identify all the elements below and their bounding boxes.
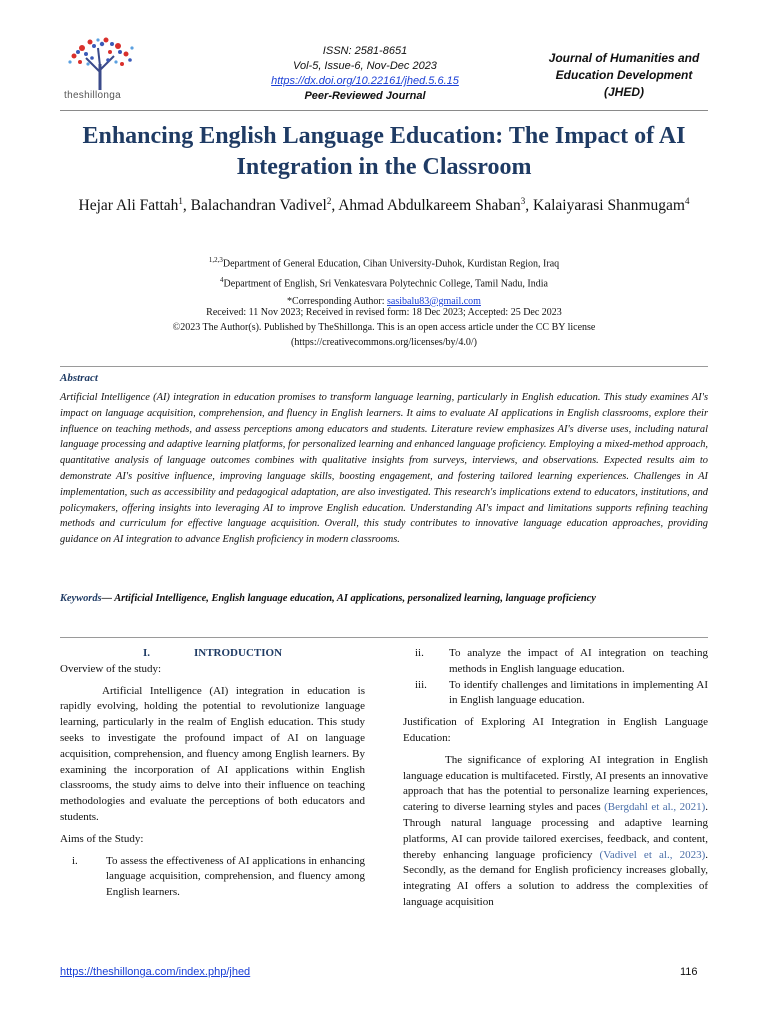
affil-text: Department of General Education, Cihan University-Duhok, Kurdistan Region, Iraq [222,258,560,270]
keywords [60,591,708,607]
journal-name-line: Journal of Humanities and [548,51,700,65]
author-affil-marker: 4 [684,196,690,206]
section-number: I. [142,647,150,659]
title-line: Enhancing English Language Education: The Impact of AI [82,123,686,149]
section-title: INTRODUCTION [194,647,283,659]
overview-paragraph: Artificial Intelligence (AI) integration in education is rapidly evolving, holding the potential to revolutionize language learning, particularly in the realm of English education. This study seeks to investigate the profound impact of AI on language acquisition, comprehension, and fluency among English learners. By examining the incorporation of AI applications within English classrooms, the study aims to delve into their influence on teaching methodologies and evaluate the perceptions of both educators and students. [60,684,365,823]
list-item [403,678,708,710]
journal-name-line: Education Development [555,68,693,82]
keywords-list: Artificial Intelligence, English language education, AI applications, personalized learning, language proficiency [114,593,596,604]
affiliation-2 [54,272,714,292]
abstract-bottom-rule [60,637,708,638]
body-column-left [60,646,365,901]
header-divider [60,110,708,111]
citation-link[interactable]: (Bergdahl et al., 2021) [604,801,706,814]
peer-reviewed-label: Peer-Reviewed Journal [304,90,426,102]
journal-abbrev: (JHED) [603,85,644,99]
article-history [54,305,714,350]
page-number: 116 [680,966,698,978]
paragraph-text: . Secondly, as the demand for English proficiency increases globally, integrating AI offers a solution to address the complexities of language acquisition [403,848,708,908]
citation-link[interactable]: (Vadivel et al., 2023) [599,848,706,861]
journal-name [528,50,720,101]
copyright-notice: ©2023 The Author(s). Published by TheShillonga. This is an open access article under the CC BY license [172,322,596,333]
tree-logo-icon [62,36,142,92]
author-name: Ahmad Abdulkareem Shaban [338,197,521,215]
abstract-top-rule [60,366,708,367]
author-name: Kalaiyarasi Shanmugam [533,197,685,215]
footer-url-link[interactable]: https://theshillonga.com/index.php/jhed [60,966,251,978]
abstract-text: Artificial Intelligence (AI) integration in education promises to transform language learning, particularly in English education. This study examines AI's impact on language acquisition, comprehension, and fluency in English learners. It aims to evaluate AI applications in English classrooms, explore their influence on teaching methods, and assess perceptions among educators and students. Literature review emphasizes AI's diverse uses, including natural language processing and adaptive learning platforms, for personalized learning and enhanced language proficiency. Employing a mixed-method approach, quantitative analysis of language outcomes combines with qualitative insights from surveys, interviews, and observations. Expected results aim to demonstrate AI's positive influence, improving language skills, boosting engagement, and fostering tailored learning experiences. Challenges in AI implementation, such as accessibility and pedagogical adaptation, are also investigated. This research's implications extend to educators, institutions, and policymakers, offering insights into leveraging AI to improve English education. Understanding AI's impact and limitations supports refining teaching methods and curriculum for effective language acquisition. Overall, this study contributes to innovative language education approaches, providing guidance on AI integration to advance English proficiency in modern classrooms. [60,392,708,546]
list-number: iii. [415,678,427,691]
justification-paragraph [403,753,708,911]
list-text: To assess the effectiveness of AI applications in enhancing language acquisition, comprehension, and fluency among English learners. [106,854,365,899]
author-affil-marker: 2 [326,196,332,206]
body-column-right [403,646,708,911]
author-affil-marker: 1 [178,196,183,206]
author-name: Balachandran Vadivel [190,197,327,215]
list-text: To identify challenges and limitations in implementing AI in English language education. [449,678,708,707]
list-text: To analyze the impact of AI integration on teaching methods in English language education. [449,647,708,675]
list-item [60,854,365,901]
paragraph-text: . Through natural language processing and adaptive learning platforms, AI can provide tailored exercises, feedback, and content, thereby enhancing language proficiency [403,801,708,861]
affiliations [54,252,714,310]
affil-text: Department of English, Sri Venkatesvara Polytechnic College, Tamil Nadu, India [223,278,548,290]
doi-link[interactable]: https://dx.doi.org/10.22161/jhed.5.6.15 [271,75,459,87]
keywords-label: Keywords [60,593,102,604]
author-list [54,190,714,217]
keywords-dash: — [101,593,115,604]
author-separator: , [182,197,191,215]
journal-meta [230,44,500,104]
author-name: Hejar Ali Fattah [78,197,179,215]
section-heading [60,646,365,662]
affil-marker: 4 [220,276,224,285]
affil-marker: 1,2,3 [208,256,223,264]
volume-issue: Vol-5, Issue-6, Nov-Dec 2023 [293,60,437,72]
issn: ISSN: 2581-8651 [322,45,408,57]
aims-label: Aims of the Study: [60,832,144,845]
author-affil-marker: 3 [520,196,526,206]
overview-label: Overview of the study: [60,662,162,675]
paper-title [54,121,714,183]
list-number: ii. [415,647,424,659]
list-item [403,646,708,678]
corresponding-label: *Corresponding Author: [287,295,388,307]
license-link[interactable]: (https://creativecommons.org/licenses/by/4.0/) [291,337,477,348]
paragraph-text: The significance of exploring AI integration in English language education is multifaceted. Firstly, AI presents an innovative approach that has the potential to personalize learning experiences, catering to diverse learning styles and paces [403,753,708,814]
justification-label: Justification of Exploring AI Integration in English Language Education: [403,716,708,744]
received-dates: Received: 11 Nov 2023; Received in revised form: 18 Dec 2023; Accepted: 25 Dec 2023 [206,307,562,318]
author-separator: , [525,197,533,215]
author-separator: , [331,197,339,215]
list-number: i. [72,854,78,867]
logo-wordmark: theshillonga [64,90,121,101]
title-line: Integration in the Classroom [236,154,532,180]
email-link[interactable]: sasibalu83@gmail.com [387,295,481,307]
abstract-heading: Abstract [60,372,98,384]
affiliation-1 [54,252,714,272]
